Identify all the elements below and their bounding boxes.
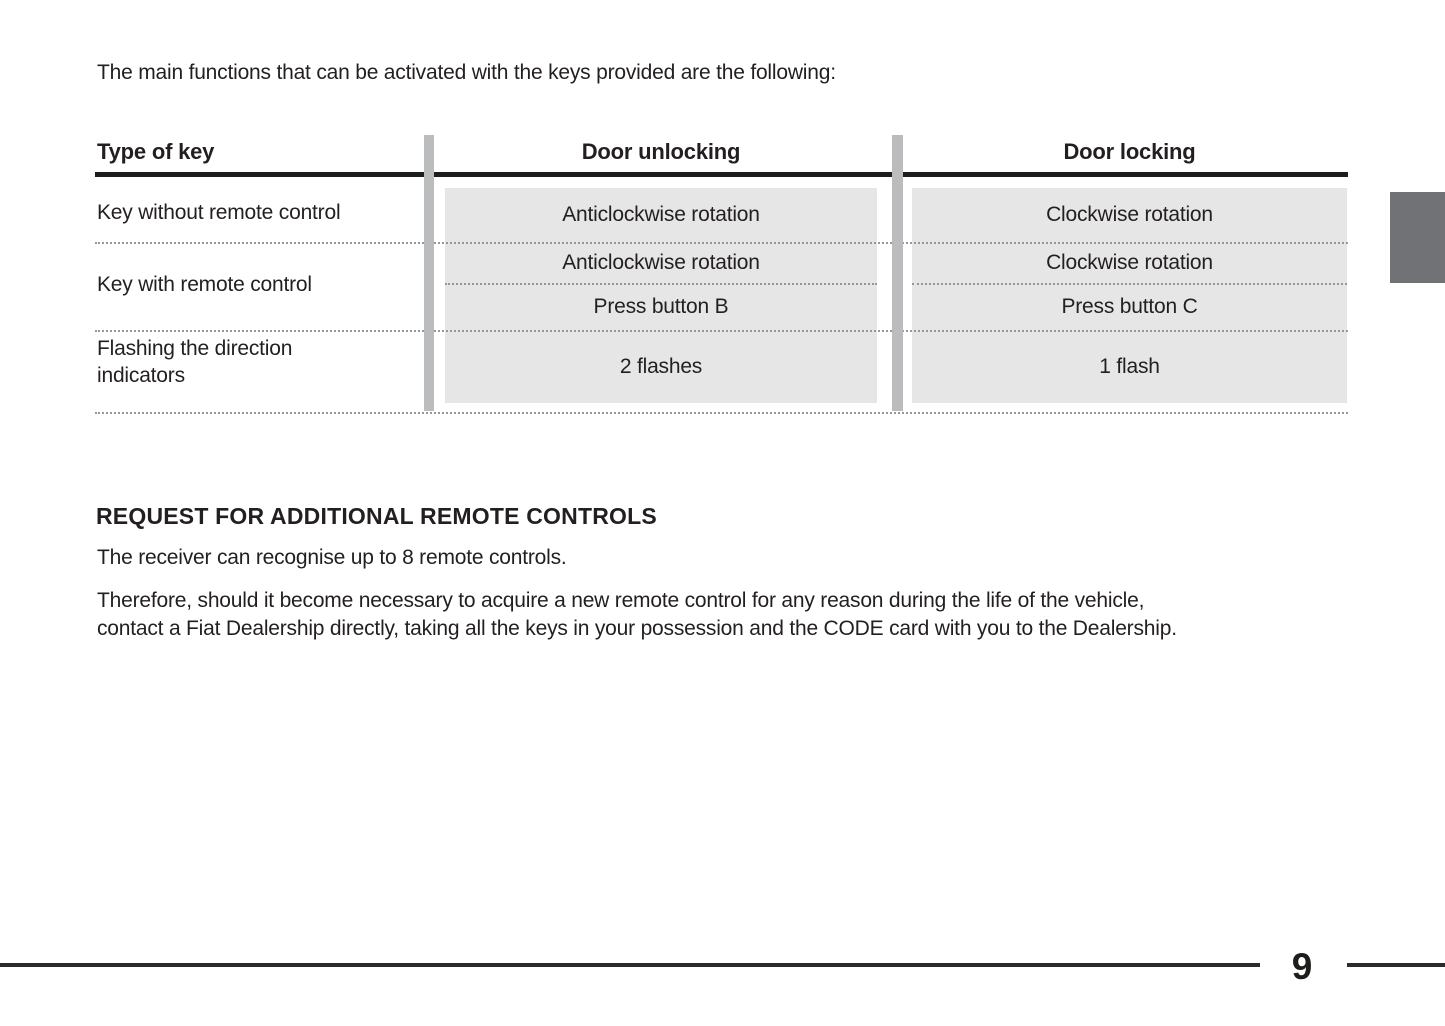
cell-locking-row3: 1 flash	[1099, 355, 1160, 378]
col-header-door-locking: Door locking	[1063, 139, 1196, 164]
cell-locking-row1: Clockwise rotation	[1046, 203, 1213, 226]
table-bottom-separator	[95, 412, 1348, 414]
cell-unlocking-row2b: Press button B	[593, 295, 729, 318]
body-paragraph-2-line1: Therefore, should it become necessary to acquire a new remote control for any reason during the life of the vehicle,	[97, 589, 1145, 612]
chapter-tab-marker	[1390, 192, 1445, 283]
footer-rule-left	[0, 963, 1260, 967]
body-paragraph-1: The receiver can recognise up to 8 remote controls.	[97, 546, 567, 569]
row-label-key-with-remote: Key with remote control	[97, 273, 312, 296]
page-number: 9	[1291, 946, 1313, 987]
col-header-type-of-key: Type of key	[97, 139, 215, 164]
row-label-flashing-indicators: Flashing the direction indicators	[97, 337, 293, 387]
cell-unlocking-row1: Anticlockwise rotation	[562, 203, 760, 226]
row-label-key-without-remote: Key without remote control	[97, 201, 341, 224]
cell-unlocking-row2a: Anticlockwise rotation	[562, 251, 760, 274]
body-paragraph-2-line2: contact a Fiat Dealership directly, taking all the keys in your possession and the CODE card with you to the Dealership.	[97, 617, 1177, 640]
cell-locking-row2b: Press button C	[1061, 295, 1198, 318]
col-header-door-unlocking: Door unlocking	[581, 139, 741, 164]
cell-locking-row2a: Clockwise rotation	[1046, 251, 1213, 274]
cell-unlocking-row3: 2 flashes	[619, 355, 703, 378]
column-separator-bar-1	[424, 135, 434, 411]
column-separator-bar-2	[892, 135, 903, 411]
section-heading: REQUEST FOR ADDITIONAL REMOTE CONTROLS	[96, 503, 657, 529]
intro-text: The main functions that can be activated with the keys provided are the following:	[97, 61, 836, 84]
footer-rule-right	[1347, 963, 1445, 967]
body-paragraph-2	[97, 587, 1177, 643]
header-rule	[95, 172, 1348, 177]
